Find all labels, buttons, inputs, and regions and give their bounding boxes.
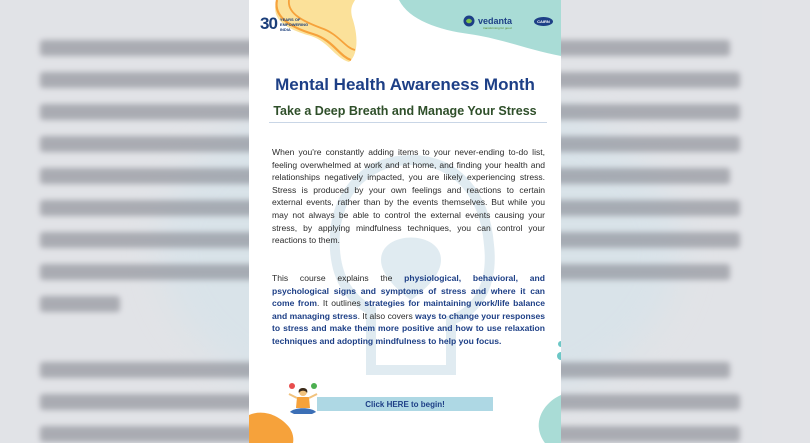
poster-subtitle: Take a Deep Breath and Manage Your Stress	[273, 104, 537, 118]
poster-title: Mental Health Awareness Month	[275, 75, 535, 94]
course-text: This course explains the	[272, 273, 405, 283]
course-description	[272, 272, 545, 348]
meditating-person-icon	[284, 380, 320, 418]
brand-name: vedanta	[478, 16, 513, 26]
anniversary-text: EMPOWERING	[279, 21, 309, 27]
course-highlight: strategies for maintaining work/life balance and managing stress	[272, 298, 545, 321]
anniversary-logo	[260, 14, 308, 34]
decorative-blob-top-right	[399, 0, 561, 60]
course-text: . It outlines	[316, 298, 365, 309]
decorative-blob-top-left	[249, 0, 361, 70]
subtitle-underline	[269, 122, 547, 123]
anniversary-number: 30	[260, 14, 277, 33]
poster-card	[249, 0, 561, 443]
brand-tagline: transforming for good	[483, 26, 512, 30]
decorative-dot-right	[555, 340, 561, 362]
anniversary-text: YEARS OF	[279, 16, 301, 22]
course-highlight: ways to change your responses to stress and make them more positive and how to use relaxation techniques and adopting mindfulness to help you focus.	[272, 310, 545, 346]
course-text: . It also covers	[357, 310, 416, 321]
intro-paragraph: When you're constantly adding items to your never-ending to-do list, feeling overwhelmed at work and at home, and finding your health and relationships negatively impacted, you are likely experiencing stress. Stress is produced by your own feelings and reactions to certain external events, rather than by the events themselves. But while you may not always be able to control the external events causing your stress, by applying mindfulness techniques, you can control your reactions to them.	[272, 147, 545, 246]
course-highlight: physiological, behavioral, and psychological signs and symptoms of stress and where it can come from	[272, 273, 545, 309]
click-here-begin-button[interactable]: Click HERE to begin!	[317, 397, 493, 411]
decorative-blob-bottom-right	[519, 395, 561, 443]
partner-badge: CAIRN	[534, 17, 553, 26]
vedanta-leaf-icon	[463, 15, 475, 27]
vedanta-logo	[463, 15, 513, 30]
anniversary-text: INDIA	[279, 26, 291, 32]
